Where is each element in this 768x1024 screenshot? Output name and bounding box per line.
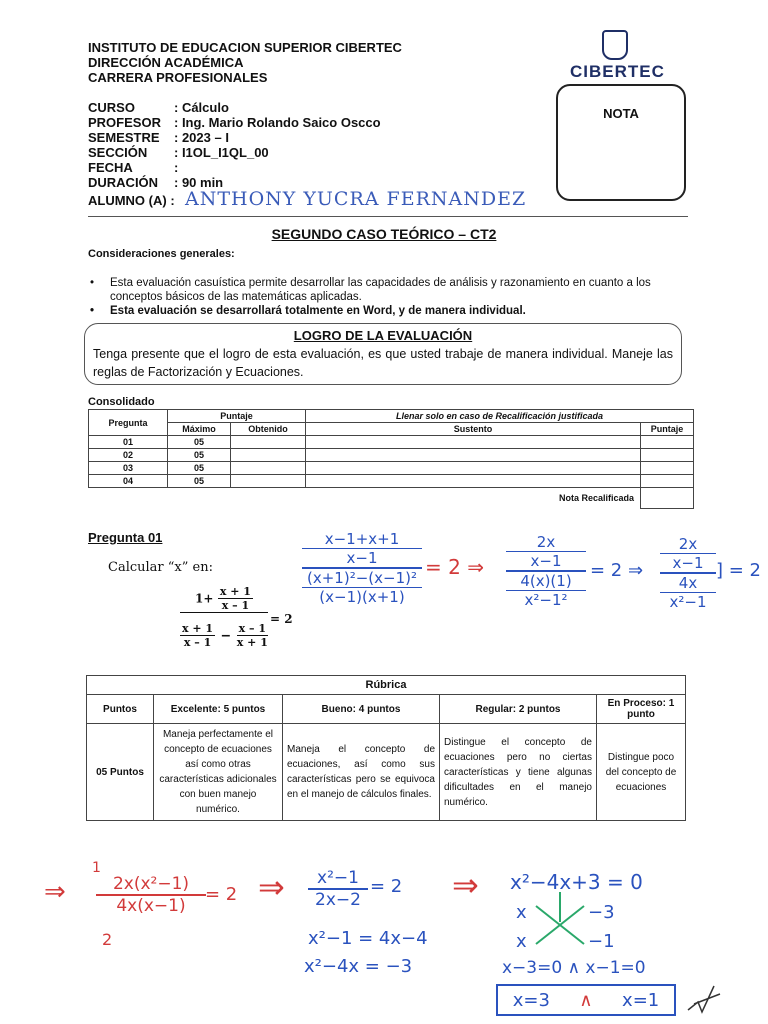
table-row xyxy=(89,475,694,488)
rubric-header-regular: Regular: 2 puntos xyxy=(440,695,597,724)
info-row xyxy=(88,100,381,115)
hw-text: 2 xyxy=(102,930,113,949)
question-cell: 02 xyxy=(89,449,168,462)
score-cell[interactable] xyxy=(641,475,694,488)
hw-arrow: ⇒ xyxy=(258,868,285,906)
fraction-c xyxy=(237,622,268,649)
hw-text: x²−1 = 4x−4 xyxy=(308,928,428,949)
considerations-heading: Consideraciones generales: xyxy=(88,248,235,260)
hw-fraction xyxy=(96,874,206,916)
max-cell: 05 xyxy=(168,462,231,475)
info-row xyxy=(88,115,381,130)
hw-text: x−1 xyxy=(660,554,716,574)
bullet-item xyxy=(90,276,690,304)
rubric-title: Rúbrica xyxy=(87,676,686,695)
divider xyxy=(88,216,688,217)
recalified-grade-cell[interactable] xyxy=(641,488,694,509)
hw-text: x−3=0 ∧ x−1=0 xyxy=(502,958,646,978)
logo-text: CIBERTEC xyxy=(570,62,665,81)
grade-box xyxy=(556,84,686,201)
learning-goal-box xyxy=(84,323,682,385)
hw-text: 2x xyxy=(506,533,586,552)
institution-header xyxy=(88,40,402,85)
bullet-text: Esta evaluación casuística permite desarrollar las capacidades de análisis y razonamiento en cuanto a los conceptos básicos de las matemáticas aplicadas. xyxy=(110,277,651,303)
rubric-header-good: Bueno: 4 puntos xyxy=(283,695,440,724)
col-header-recalification: Llenar solo en caso de Recalificación justificada xyxy=(306,410,694,423)
institution-name: INSTITUTO DE EDUCACION SUPERIOR CIBERTEC xyxy=(88,40,402,55)
rubric-regular: Distingue el concepto de ecuaciones pero no ciertas características y tiene algunas dificultades en el manejo numérico. xyxy=(440,724,597,821)
bullet-icon: • xyxy=(90,277,95,289)
question-cell: 03 xyxy=(89,462,168,475)
hw-text: −1 xyxy=(588,931,615,952)
hw-text: 2x−2 xyxy=(315,890,361,910)
fraction-num: x + 1 xyxy=(219,585,251,598)
fraction-den: x – 1 xyxy=(183,636,212,649)
info-key: DURACIÓN xyxy=(88,175,159,190)
rubric-points: 05 Puntos xyxy=(87,724,154,821)
question-label: Pregunta 01 xyxy=(88,530,163,545)
question-prompt: Calcular “x” en: xyxy=(108,560,213,575)
hw-arrow: ⇒ xyxy=(452,866,479,904)
hw-text: 2x(x²−1) xyxy=(96,874,206,896)
factor-cross-icon xyxy=(534,892,588,948)
rubric-table xyxy=(86,675,686,821)
info-key: PROFESOR xyxy=(88,115,161,130)
support-cell[interactable] xyxy=(306,436,641,449)
rubric-header-excellent: Excelente: 5 puntos xyxy=(154,695,283,724)
hw-text: x xyxy=(516,931,527,952)
score-cell[interactable] xyxy=(641,436,694,449)
support-cell[interactable] xyxy=(306,475,641,488)
obtained-cell[interactable] xyxy=(231,436,306,449)
hw-text: 1 xyxy=(92,860,101,876)
grade-label: NOTA xyxy=(603,106,639,121)
hw-text: −3 xyxy=(588,902,615,923)
col-header-support: Sustento xyxy=(306,423,641,436)
fraction-den: x – 1 xyxy=(221,599,250,612)
col-header-score: Puntaje xyxy=(168,410,306,423)
consolidated-table xyxy=(88,409,694,509)
rubric-excellent: Maneja perfectamente el concepto de ecuaciones así como otras características adicionales con buen manejo numérico. xyxy=(154,724,283,821)
learning-goal-text: Tenga presente que el logro de esta evaluación, es que usted trabaje de manera individual. Maneje las reglas de Factorización y Ecuaciones. xyxy=(93,347,673,379)
direction-name: DIRECCIÓN ACADÉMICA xyxy=(88,55,244,70)
info-value: : Cálculo xyxy=(174,100,229,115)
handwritten-eq3: ] = 2 xyxy=(716,560,761,581)
exam-title: SEGUNDO CASO TEÓRICO – CT2 xyxy=(271,226,497,242)
col-header-score2: Puntaje xyxy=(641,423,694,436)
hw-text: x²−1 xyxy=(308,868,368,890)
info-key: SECCIÓN xyxy=(88,145,148,160)
bullet-text: Esta evaluación se desarrollará totalmente en Word, y de manera individual. xyxy=(110,305,526,317)
hw-arrow: ⇒ xyxy=(44,877,66,907)
info-key: FECHA xyxy=(88,160,133,175)
fraction-num: x + 1 xyxy=(182,622,214,635)
hw-text: x xyxy=(516,902,527,923)
fraction-b xyxy=(180,622,215,649)
crest-icon xyxy=(602,30,628,60)
hw-text: x−1 xyxy=(302,549,422,569)
recalified-grade-label: Nota Recalificada xyxy=(89,488,641,509)
bullet-icon: • xyxy=(90,305,95,317)
fraction-den: x + 1 xyxy=(236,636,268,649)
learning-goal-title: LOGRO DE LA EVALUACIÓN xyxy=(293,328,473,343)
checkmark-signature-icon xyxy=(684,980,724,1018)
rubric-header-points: Puntos xyxy=(87,695,154,724)
handwritten-step2 xyxy=(506,533,586,609)
obtained-cell[interactable] xyxy=(231,449,306,462)
student-label: ALUMNO (A) : xyxy=(88,193,175,208)
equation-denominator xyxy=(180,622,268,649)
handwritten-eq1: = 2 ⇒ xyxy=(425,555,484,579)
eq-one-plus: 1+ xyxy=(195,591,214,606)
cibertec-logo xyxy=(570,30,665,82)
question-cell: 04 xyxy=(89,475,168,488)
obtained-cell[interactable] xyxy=(231,475,306,488)
course-info xyxy=(88,100,381,190)
table-row xyxy=(89,449,694,462)
hw-text: x²−4x = −3 xyxy=(304,956,413,977)
col-header-obtained: Obtenido xyxy=(231,423,306,436)
col-header-max: Máximo xyxy=(168,423,231,436)
support-cell[interactable] xyxy=(306,462,641,475)
hw-text: = 2 xyxy=(370,876,403,897)
hw-text: 2x xyxy=(660,535,716,554)
rubric-process: Distingue poco del concepto de ecuaciones xyxy=(597,724,686,821)
max-cell: 05 xyxy=(168,475,231,488)
hw-fraction xyxy=(308,868,368,910)
consolidated-label: Consolidado xyxy=(88,396,155,408)
info-row xyxy=(88,130,381,145)
rubric-good: Maneja el concepto de ecuaciones, así como sus características pero se equivoca en el manejo de cálculos finales. xyxy=(283,724,440,821)
fraction-a xyxy=(218,585,253,612)
question-cell: 01 xyxy=(89,436,168,449)
hw-text: x=3 xyxy=(512,989,550,1011)
hw-text: x²−1² xyxy=(524,591,568,609)
info-value: : xyxy=(174,160,179,175)
hw-text: x²−1 xyxy=(669,593,707,611)
hw-text: 4(x)(1) xyxy=(506,572,586,591)
col-header-question: Pregunta xyxy=(89,410,168,436)
max-cell: 05 xyxy=(168,449,231,462)
hw-text: (x+1)²−(x−1)² xyxy=(302,569,422,588)
score-cell[interactable] xyxy=(641,449,694,462)
bullet-item xyxy=(90,304,690,318)
fraction-num: x – 1 xyxy=(238,622,266,635)
student-name: ANTHONY YUCRA FERNANDEZ xyxy=(185,188,527,210)
info-value: : Ing. Mario Rolando Saico Oscco xyxy=(174,115,381,130)
hw-text: x−1 xyxy=(506,552,586,572)
obtained-cell[interactable] xyxy=(231,462,306,475)
info-value: : 2023 – I xyxy=(174,130,229,145)
table-row xyxy=(89,462,694,475)
support-cell[interactable] xyxy=(306,449,641,462)
hw-text: x−1+x+1 xyxy=(302,530,422,549)
hw-text: x=1 xyxy=(622,989,660,1011)
hw-text: x²−4x+3 = 0 xyxy=(510,870,643,894)
info-row xyxy=(88,160,381,175)
equation-numerator xyxy=(180,585,268,613)
hw-text: ∧ xyxy=(579,989,593,1011)
info-value: : I1OL_I1QL_00 xyxy=(174,145,269,160)
score-cell[interactable] xyxy=(641,462,694,475)
info-key: CURSO xyxy=(88,100,135,115)
equation xyxy=(180,585,300,660)
hw-text: (x−1)(x+1) xyxy=(319,588,405,606)
info-key: SEMESTRE xyxy=(88,130,160,145)
handwritten-step1 xyxy=(302,530,422,606)
table-row xyxy=(89,436,694,449)
max-cell: 05 xyxy=(168,436,231,449)
handwritten-eq2: = 2 ⇒ xyxy=(590,560,644,581)
handwritten-step3 xyxy=(660,535,716,611)
rubric-header-process: En Proceso: 1 punto xyxy=(597,695,686,724)
hw-text: = 2 xyxy=(205,884,238,905)
final-answer-box xyxy=(496,984,676,1016)
info-value: : 90 min xyxy=(174,175,224,190)
hw-text: 4x(x−1) xyxy=(116,896,186,916)
career-name: CARRERA PROFESIONALES xyxy=(88,70,268,85)
info-row xyxy=(88,145,381,160)
eq-rhs: = 2 xyxy=(270,612,293,626)
eq-minus: – xyxy=(221,626,231,644)
hw-text: 4x xyxy=(660,574,716,593)
